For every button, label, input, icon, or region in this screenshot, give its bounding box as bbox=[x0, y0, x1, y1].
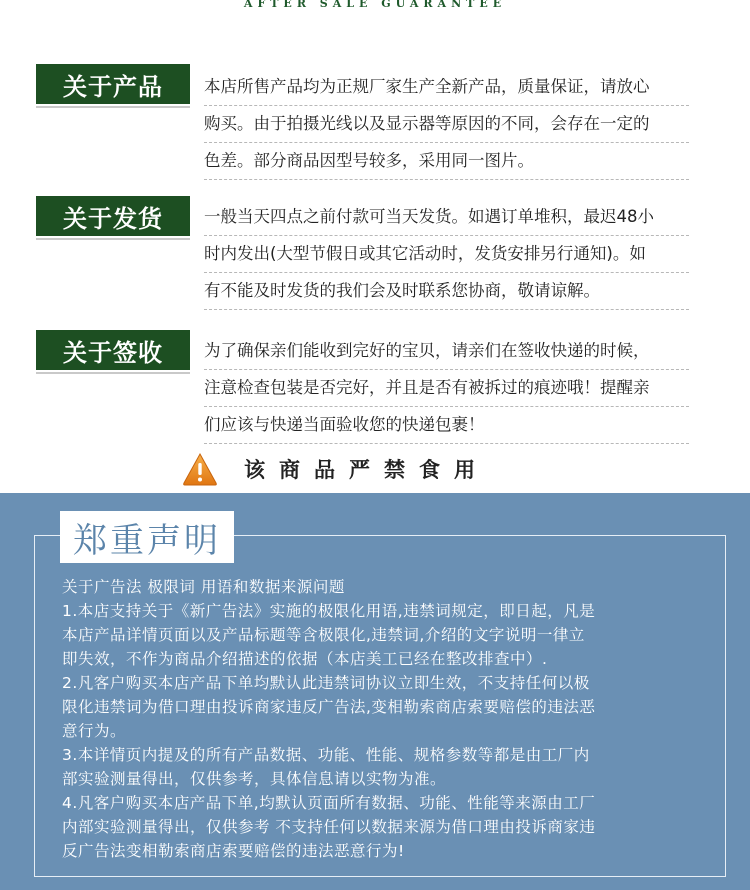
statement-line: 2.凡客户购买本店产品下单均默认此违禁词协议立即生效，不支持任何以极 bbox=[62, 674, 590, 692]
statement-line: 部实验测量得出，仅供参考，具体信息请以实物为准。 bbox=[62, 770, 447, 788]
section-line: 有不能及时发货的我们会及时联系您协商，敬请谅解。 bbox=[204, 272, 689, 310]
statement-line: 3.本详情页内提及的所有产品数据、功能、性能、规格参数等都是由工厂内 bbox=[62, 746, 590, 764]
section-line: 本店所售产品均为正规厂家生产全新产品，质量保证，请放心 bbox=[204, 68, 689, 106]
statement-line: 内部实验测量得出，仅供参考 不支持任何以数据来源为借口理由投诉商家违 bbox=[62, 818, 596, 836]
statement-panel bbox=[0, 493, 750, 890]
section-tag-shipping: 关于发货 bbox=[36, 196, 190, 236]
tag-underline bbox=[36, 372, 190, 374]
section-line: 购买。由于拍摄光线以及显示器等原因的不同，会存在一定的 bbox=[204, 105, 689, 143]
statement-title: 郑重声明 bbox=[73, 520, 221, 561]
statement-line: 本店产品详情页面以及产品标题等含极限化,违禁词,介绍的文字说明一律立 bbox=[62, 626, 585, 644]
section-line: 注意检查包装是否完好，并且是否有被拆过的痕迹哦！提醒亲 bbox=[204, 369, 689, 407]
warning-text: 该商品严禁食用 bbox=[244, 458, 489, 482]
statement-line: 关于广告法 极限词 用语和数据来源问题 bbox=[62, 578, 345, 596]
statement-line: 意行为。 bbox=[62, 722, 127, 740]
section-tag-receipt: 关于签收 bbox=[36, 330, 190, 370]
statement-line: 即失效，不作为商品介绍描述的依据（本店美工已经在整改排查中）. bbox=[62, 650, 548, 668]
warning-triangle-icon bbox=[182, 452, 218, 486]
section-tag-product: 关于产品 bbox=[36, 64, 190, 104]
statement-line: 1.本店支持关于《新广告法》实施的极限化用语,违禁词规定，即日起，凡是 bbox=[62, 602, 596, 620]
statement-line: 4.凡客户购买本店产品下单,均默认页面所有数据、功能、性能等来源由工厂 bbox=[62, 794, 596, 812]
header-english-title: AFTER SALE GUARANTEE bbox=[243, 0, 507, 10]
section-line: 一般当天四点之前付款可当天发货。如遇订单堆积，最迟48小 bbox=[204, 198, 689, 236]
tag-underline bbox=[36, 238, 190, 240]
section-line: 们应该与快递当面验收您的快递包裹！ bbox=[204, 406, 689, 444]
statement-line: 限化违禁词为借口理由投诉商家违反广告法,变相勒索商店索要赔偿的违法恶 bbox=[62, 698, 596, 716]
statement-line: 反广告法变相勒索商店索要赔偿的违法恶意行为! bbox=[62, 842, 405, 860]
warning-row bbox=[0, 448, 750, 492]
section-line: 为了确保亲们能收到完好的宝贝，请亲们在签收快递的时候， bbox=[204, 332, 689, 370]
section-line: 色差。部分商品因型号较多，采用同一图片。 bbox=[204, 142, 689, 180]
statement-title-box bbox=[60, 511, 234, 563]
section-line: 时内发出(大型节假日或其它活动时，发货安排另行通知)。如 bbox=[204, 235, 689, 273]
tag-underline bbox=[36, 106, 190, 108]
